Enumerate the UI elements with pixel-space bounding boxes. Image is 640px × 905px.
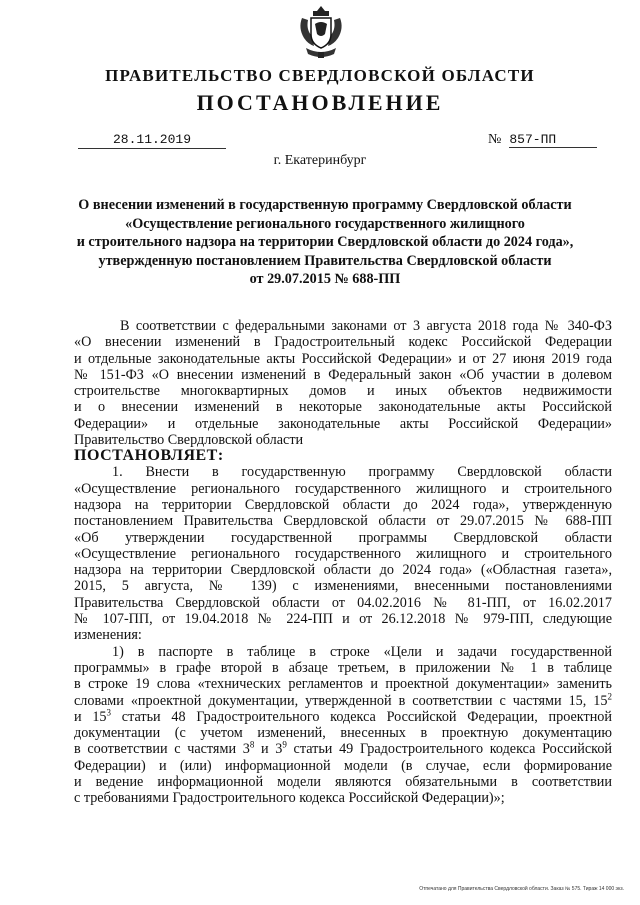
body-line: надзора на территории Свердловской области до 2024 года», утвержденную [74, 496, 612, 513]
resolves-heading: ПОСТАНОВЛЯЕТ: [74, 447, 224, 465]
title-line: и строительного надзора на территории Свердловской области до 2024 года», [76, 234, 574, 250]
organization-title: ПРАВИТЕЛЬСТВО СВЕРДЛОВСКОЙ ОБЛАСТИ [105, 66, 535, 85]
document-type: ПОСТАНОВЛЕНИЕ [196, 90, 444, 115]
body-line: 1) в паспорте в таблице в строке «Цели и задачи государственной [112, 643, 612, 660]
body-line: Правительства Свердловской области от 04.02.2016 № 81-ПП, от 16.02.2017 [74, 594, 612, 611]
body-line: Федерации) и (или) информационной модели (в случае, если формирование [74, 757, 612, 774]
document-title [60, 196, 590, 289]
title-line: О внесении изменений в государственную программу Свердловской области [78, 197, 572, 213]
body-line: изменения: [74, 627, 142, 644]
body-line: с требованиями Градостроительного кодекса Российской Федерации)»; [74, 790, 505, 807]
number-sign: № [488, 132, 502, 147]
body-line: Правительство Свердловской области [74, 432, 304, 449]
document-body [74, 318, 612, 807]
superscript: 2 [607, 690, 612, 701]
superscript: 9 [282, 739, 287, 750]
document-date: 28.11.2019 [78, 132, 226, 149]
text-run: словами «проектной документации, утвержденной в соответствии с частями 15, 15 [74, 692, 608, 709]
body-line [74, 741, 612, 757]
body-line: «О внесении изменений в Градостроительный кодекс Российской Федерации [74, 334, 612, 351]
document-number: 857-ПП [509, 132, 597, 148]
title-line: утвержденную постановлением Правительства Свердловской области [98, 252, 552, 269]
body-line: В соответствии с федеральными законами от 3 августа 2018 года № 340-ФЗ [120, 318, 612, 334]
body-line: 1. Внести в государственную программу Свердловской области [112, 464, 612, 481]
body-line: и о внесении изменений в некоторые законодательные акты Российской [74, 399, 612, 416]
body-line: строительстве многоквартирных домов и иных объектов недвижимости [74, 383, 612, 400]
text-run: статьи 48 Градостроительного кодекса Российской Федерации, проектной [111, 708, 612, 725]
body-line: «Осуществление регионального государственного жилищного и строительного [74, 545, 612, 562]
body-line: Федерации» и отдельные законодательные акты Российской Федерации» [74, 415, 612, 432]
city: г. Екатеринбург [273, 153, 367, 168]
print-footer: Отпечатано для Правительства Свердловской области. Заказ № 575. Тираж 14 000 экз. [419, 886, 624, 892]
title-line: от 29.07.2015 № 688-ПП [249, 271, 401, 287]
body-line [74, 709, 612, 725]
superscript: 3 [106, 707, 112, 718]
body-line: надзора на территории Свердловской области до 2024 года» («Областная газета», [74, 562, 612, 579]
body-line: 2015, 5 августа, № 139) с изменениями, внесенными постановлениями [74, 578, 612, 595]
body-line: № 151-ФЗ «О внесении изменений в Федеральный закон «Об участии в долевом [74, 366, 612, 383]
body-line: № 107-ПП, от 19.04.2018 № 224-ПП и от 26.12.2018 № 979-ПП, следующие [74, 611, 612, 628]
body-line: в строке 19 слова «технических регламентов и проектной документации» заменить [74, 676, 612, 693]
text-run: в соответствии с частями 3 [74, 741, 250, 758]
title-line: «Осуществление регионального государственного жилищного [125, 215, 525, 232]
body-line: постановлением Правительства Свердловской области от 29.07.2015 № 688-ПП [74, 513, 612, 530]
superscript: 8 [249, 739, 255, 750]
coat-of-arms-icon [296, 4, 346, 60]
body-line: и ведение информационной модели являются обязательными в соответствии [74, 774, 612, 791]
text-run: статьи 49 Градостроительного кодекса Российской [286, 741, 613, 758]
text-run: и 3 [254, 741, 283, 758]
text-run: и 15 [74, 708, 107, 725]
body-line: документации (с учетом изменений, внесенных в проектную документацию [74, 725, 612, 742]
body-line: «Осуществление регионального государственного жилищного и строительного [74, 480, 612, 497]
document-number-block [488, 132, 597, 148]
body-line: и отдельные законодательные акты Российской Федерации» и от 27 июня 2019 года [74, 350, 612, 367]
body-line: «Об утверждении государственной программы Свердловской области [74, 529, 612, 546]
body-line: программы» в графе второй в абзаце третьем, в приложении № 1 в таблице [74, 659, 612, 676]
body-line [74, 690, 612, 709]
